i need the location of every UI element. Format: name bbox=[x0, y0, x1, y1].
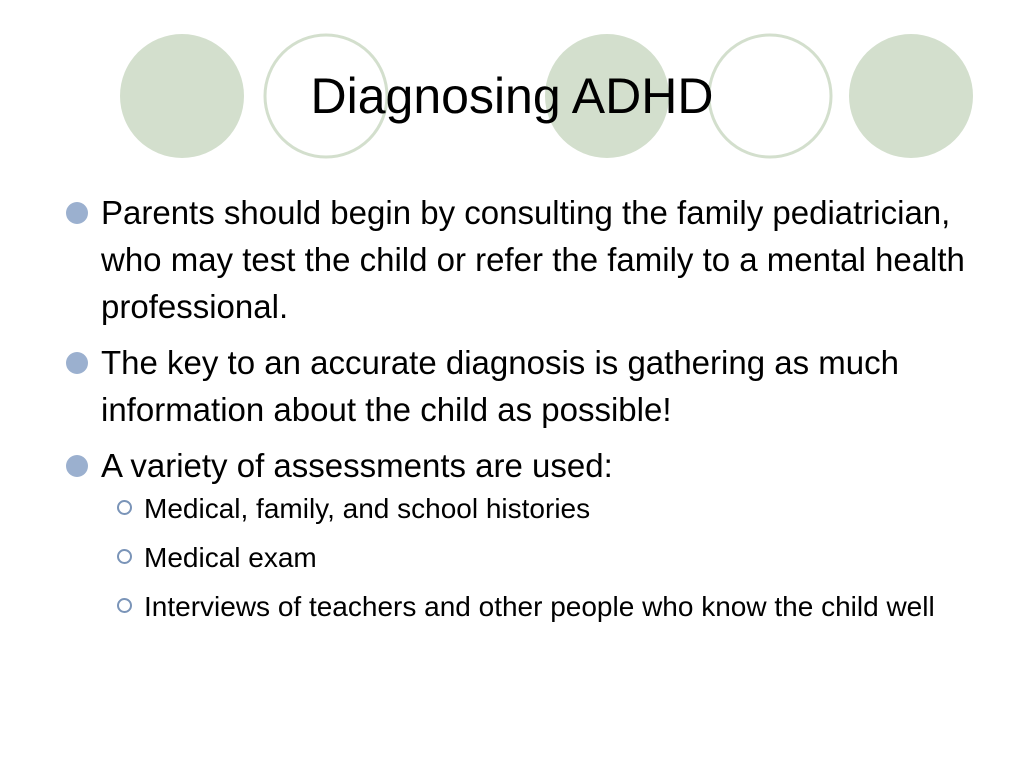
bullet-text: The key to an accurate diagnosis is gathering as much information about the child as possible! bbox=[101, 344, 899, 428]
bullet-dot-icon bbox=[66, 202, 88, 224]
bullet-dot-icon bbox=[66, 352, 88, 374]
sub-bullet-item bbox=[114, 489, 944, 529]
sub-bullet-text: Medical exam bbox=[144, 542, 317, 573]
slide-body bbox=[64, 189, 984, 636]
bullet-item bbox=[64, 339, 984, 433]
bullet-dot-icon bbox=[66, 455, 88, 477]
sub-bullet-item bbox=[114, 538, 944, 578]
sub-bullet-item bbox=[114, 587, 944, 627]
sub-bullet-ring-icon bbox=[117, 549, 132, 564]
sub-bullet-text: Medical, family, and school histories bbox=[144, 493, 591, 524]
bullet-item bbox=[64, 189, 984, 330]
sub-bullet-ring-icon bbox=[117, 598, 132, 613]
bullet-text: Parents should begin by consulting the family pediatrician, who may test the child or refer the family to a mental health professional. bbox=[101, 194, 965, 325]
sub-bullet-ring-icon bbox=[117, 500, 132, 515]
bullet-item bbox=[64, 442, 984, 489]
sub-bullet-text: Interviews of teachers and other people who know the child well bbox=[144, 591, 935, 622]
bullet-text: A variety of assessments are used: bbox=[101, 447, 613, 484]
slide-title: Diagnosing ADHD bbox=[310, 68, 714, 124]
